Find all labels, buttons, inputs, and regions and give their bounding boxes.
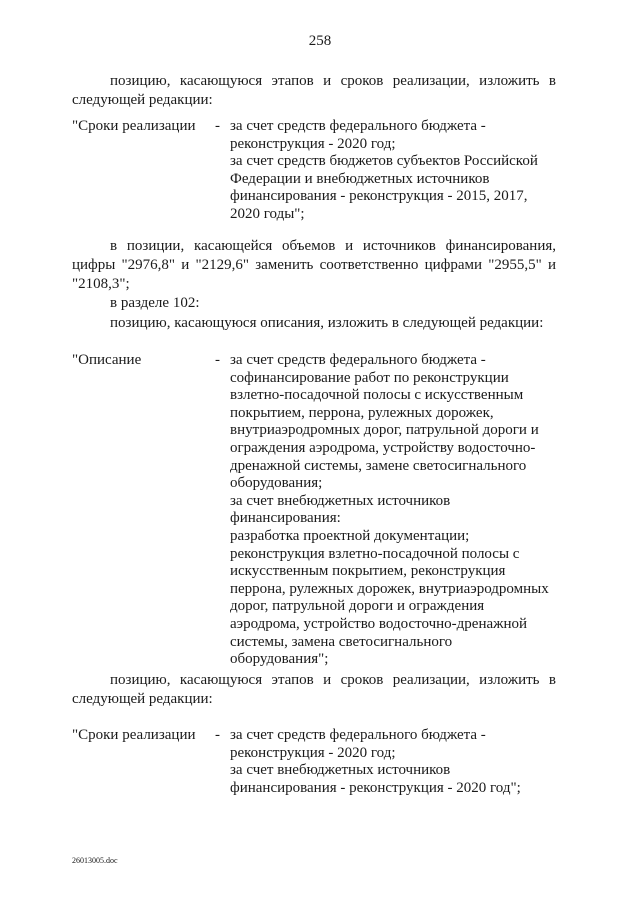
entry-2-line: ограждения аэродрома, устройству водосточно-: [230, 439, 536, 456]
entry-1-line: Федерации и внебюджетных источников: [230, 170, 490, 187]
entry-2-line: реконструкция взлетно-посадочной полосы с: [230, 545, 520, 562]
entry-2-label: "Описание: [72, 352, 142, 368]
entry-2-line: взлетно-посадочной полосы с искусственным: [230, 387, 524, 404]
paragraph-3: в разделе 102:: [110, 295, 200, 311]
entry-1-dash: -: [215, 118, 220, 134]
footer-filename: 26013005.doc: [72, 856, 118, 865]
entry-1-label: "Сроки реализации: [72, 118, 196, 134]
paragraph-5-line-2: следующей редакции:: [72, 691, 213, 707]
entry-2-line: софинансирование работ по реконструкции: [230, 369, 509, 386]
entry-3-line: реконструкция - 2020 год;: [230, 744, 396, 761]
entry-2-line: искусственным покрытием, реконструкция: [230, 563, 506, 580]
entry-2-line: за счет средств федерального бюджета -: [230, 352, 486, 368]
entry-2-line: за счет внебюджетных источников: [230, 492, 451, 509]
paragraph-2-line-2: цифры "2976,8" и "2129,6" заменить соответственно цифрами "2955,5" и: [72, 257, 556, 273]
entry-2-line: оборудования;: [230, 475, 323, 492]
entry-1-line: реконструкция - 2020 год;: [230, 135, 396, 152]
entry-3-label: "Сроки реализации: [72, 727, 196, 743]
entry-2-line: аэродрома, устройство водосточно-дренажной: [230, 615, 528, 632]
paragraph-2-line-1: в позиции, касающейся объемов и источников финансирования,: [110, 238, 556, 254]
entry-2-line: системы, замена светосигнального: [230, 633, 453, 650]
entry-2-line: финансирования:: [230, 510, 341, 527]
paragraph-4: позицию, касающуюся описания, изложить в следующей редакции:: [110, 315, 544, 331]
entry-2-text: [230, 352, 549, 669]
entry-1-line: финансирования - реконструкция - 2015, 2017,: [230, 188, 528, 205]
page-number: 258: [308, 33, 332, 49]
entry-1-line: 2020 годы";: [230, 205, 305, 222]
paragraph-5-line-1: позицию, касающуюся этапов и сроков реализации, изложить в: [110, 672, 556, 688]
entry-1-text: [230, 118, 538, 224]
paragraph-1-line-1: позицию, касающуюся этапов и сроков реализации, изложить в: [110, 73, 556, 89]
entry-3-text: [230, 727, 521, 797]
entry-2-line: внутриаэродромных дорог, патрульной дороги и: [230, 422, 539, 439]
entry-2-line: перрона, рулежных дорожек, внутриаэродромных: [230, 580, 549, 597]
entry-3-dash: -: [215, 727, 220, 743]
entry-1-line: за счет средств бюджетов субъектов Российской: [230, 153, 538, 170]
entry-3-line: финансирования - реконструкция - 2020 год";: [230, 779, 521, 796]
entry-1-line: за счет средств федерального бюджета -: [230, 118, 486, 134]
entry-2-line: оборудования";: [230, 651, 329, 668]
entry-2-line: покрытием, перрона, рулежных дорожек,: [230, 404, 494, 421]
entry-2-line: разработка проектной документации;: [230, 527, 470, 544]
entry-2-line: дорог, патрульной дороги и ограждения: [230, 598, 485, 615]
paragraph-2-line-3: "2108,3";: [72, 276, 130, 292]
entry-2-dash: -: [215, 352, 220, 368]
entry-2-line: дренажной системы, замене светосигнального: [230, 457, 527, 474]
entry-3-line: за счет средств федерального бюджета -: [230, 727, 486, 743]
entry-3-line: за счет внебюджетных источников: [230, 762, 451, 779]
paragraph-1-line-2: следующей редакции:: [72, 92, 213, 108]
